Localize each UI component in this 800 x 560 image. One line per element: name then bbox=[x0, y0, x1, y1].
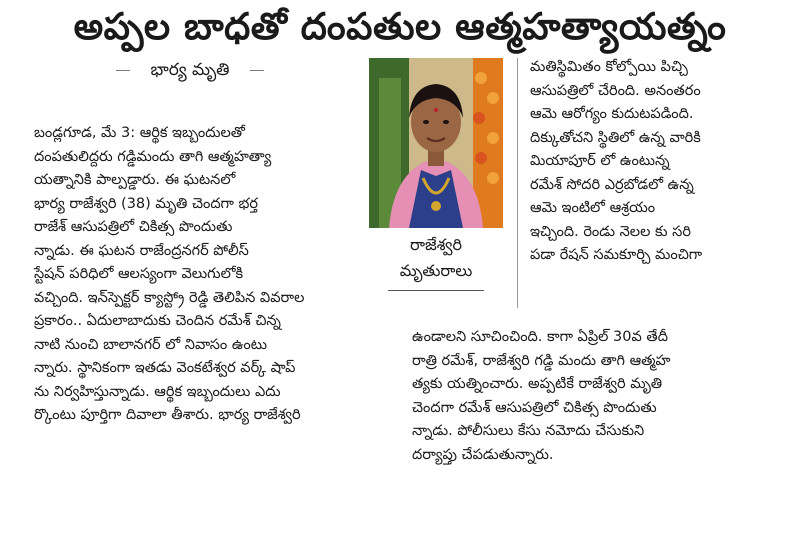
body-line: ప్రకారం.. ఏదులాబాదుకు చెందిన రమేశ్ చిన్న bbox=[34, 313, 281, 329]
article-body-right-column-top bbox=[530, 56, 770, 268]
body-line: ఇచ్చింది. రెండు నెలల కు సరి bbox=[530, 223, 691, 240]
body-line: నాటి నుంచి బాలానగర్ లో నివాసం ఉంటు bbox=[34, 336, 267, 353]
body-line: మతిస్థిమితం కోల్పోయి పిచ్చి bbox=[530, 59, 688, 75]
body-line: న్నారు. స్థానికంగా ఇతడు వెంకటేశ్వర వర్క్ షాప్ bbox=[34, 360, 296, 376]
body-line: దంపతులిద్దరు గడ్డిమందు తాగి ఆత్మహత్యా bbox=[34, 148, 272, 165]
caption-divider bbox=[388, 290, 484, 291]
body-line: పడా రేషన్ సమకూర్చి మంచిగా bbox=[530, 247, 703, 263]
body-line: మియాపూర్ లో ఉంటున్న bbox=[530, 153, 670, 169]
victim-photo bbox=[369, 58, 503, 228]
body-line: ర్కొంటు పూర్తిగా దివాలా తీశారు. భార్య రాజేశ్వరి bbox=[34, 407, 301, 423]
body-line: భార్య రాజేశ్వరి (38) మృతి చెందగా భర్త bbox=[34, 195, 258, 212]
body-line: ను నిర్వహిస్తున్నాడు. ఆర్థిక ఇబ్బందులు ఎదు bbox=[34, 383, 281, 400]
body-line: దర్యాప్తు చేపడుతున్నారు. bbox=[412, 446, 554, 463]
body-line: దిక్కుతోచని స్థితిలో ఉన్న వారికి bbox=[530, 129, 701, 146]
body-line: రాత్రి రమేశ్, రాజేశ్వరి గడ్డి మందు తాగి ఆత్మహ bbox=[412, 352, 671, 369]
article-subheading-box bbox=[130, 56, 250, 86]
body-line: చెందగా రమేశ్ ఆసుపత్రిలో చికిత్స పొందుతు bbox=[412, 399, 657, 416]
body-line: న్నాడు. ఈ ఘటన రాజేంద్రనగర్ పోలీస్ bbox=[34, 242, 249, 259]
body-line: రమేశ్ సోదరి ఎర్రబోడలో ఉన్న bbox=[530, 176, 694, 193]
body-line: రాజేశ్ ఆసుపత్రిలో చికిత్స పొందుతు bbox=[34, 219, 233, 235]
article-headline: అప్పల బాధతో దంపతుల ఆత్మహత్యాయత్నం bbox=[73, 5, 727, 48]
column-divider bbox=[517, 58, 518, 308]
body-line: యత్నానికి పాల్పడ్డారు. ఈ ఘటనలో bbox=[34, 172, 236, 188]
article-subheading: భార్య మృతి bbox=[150, 60, 230, 80]
body-line: త్యకు యత్నించారు. అప్పటికే రాజేశ్వరి మృతి bbox=[412, 376, 663, 392]
body-line: ఆమె ఇంటిలో ఆశ్రయం bbox=[530, 200, 656, 216]
photo-caption-name: రాజేశ్వరి bbox=[410, 235, 462, 254]
article-body-right-column-bottom bbox=[412, 326, 772, 467]
photo-caption bbox=[369, 232, 503, 284]
body-line: ఆసుపత్రిలో చేరింది. అనంతరం bbox=[530, 82, 701, 99]
subheading-rule-right bbox=[250, 70, 264, 71]
body-line: ఆమె ఆరోగ్యం కుదుటపడింది. bbox=[530, 106, 694, 122]
photo-caption-status: మృతురాలు bbox=[399, 261, 473, 280]
article-body-left-column bbox=[34, 122, 364, 428]
subheading-rule-left bbox=[116, 70, 130, 71]
body-line: స్టేషన్ పరిధిలో ఆలస్యంగా వెలుగులోకి bbox=[34, 266, 244, 282]
body-line: వచ్చింది. ఇన్‌స్పెక్టర్ క్యాస్ట్రో రెడ్డి తెలిపిన వివరాల bbox=[34, 289, 305, 306]
body-line: న్నాడు. పోలీసులు కేసు నమోదు చేసుకుని bbox=[412, 423, 645, 439]
body-line: బండ్లగూడ, మే 3: ఆర్థిక ఇబ్బందులతో bbox=[34, 125, 245, 141]
body-line: ఉండాలని సూచించింది. కాగా ఏప్రిల్ 30వ తేదీ bbox=[412, 329, 668, 345]
